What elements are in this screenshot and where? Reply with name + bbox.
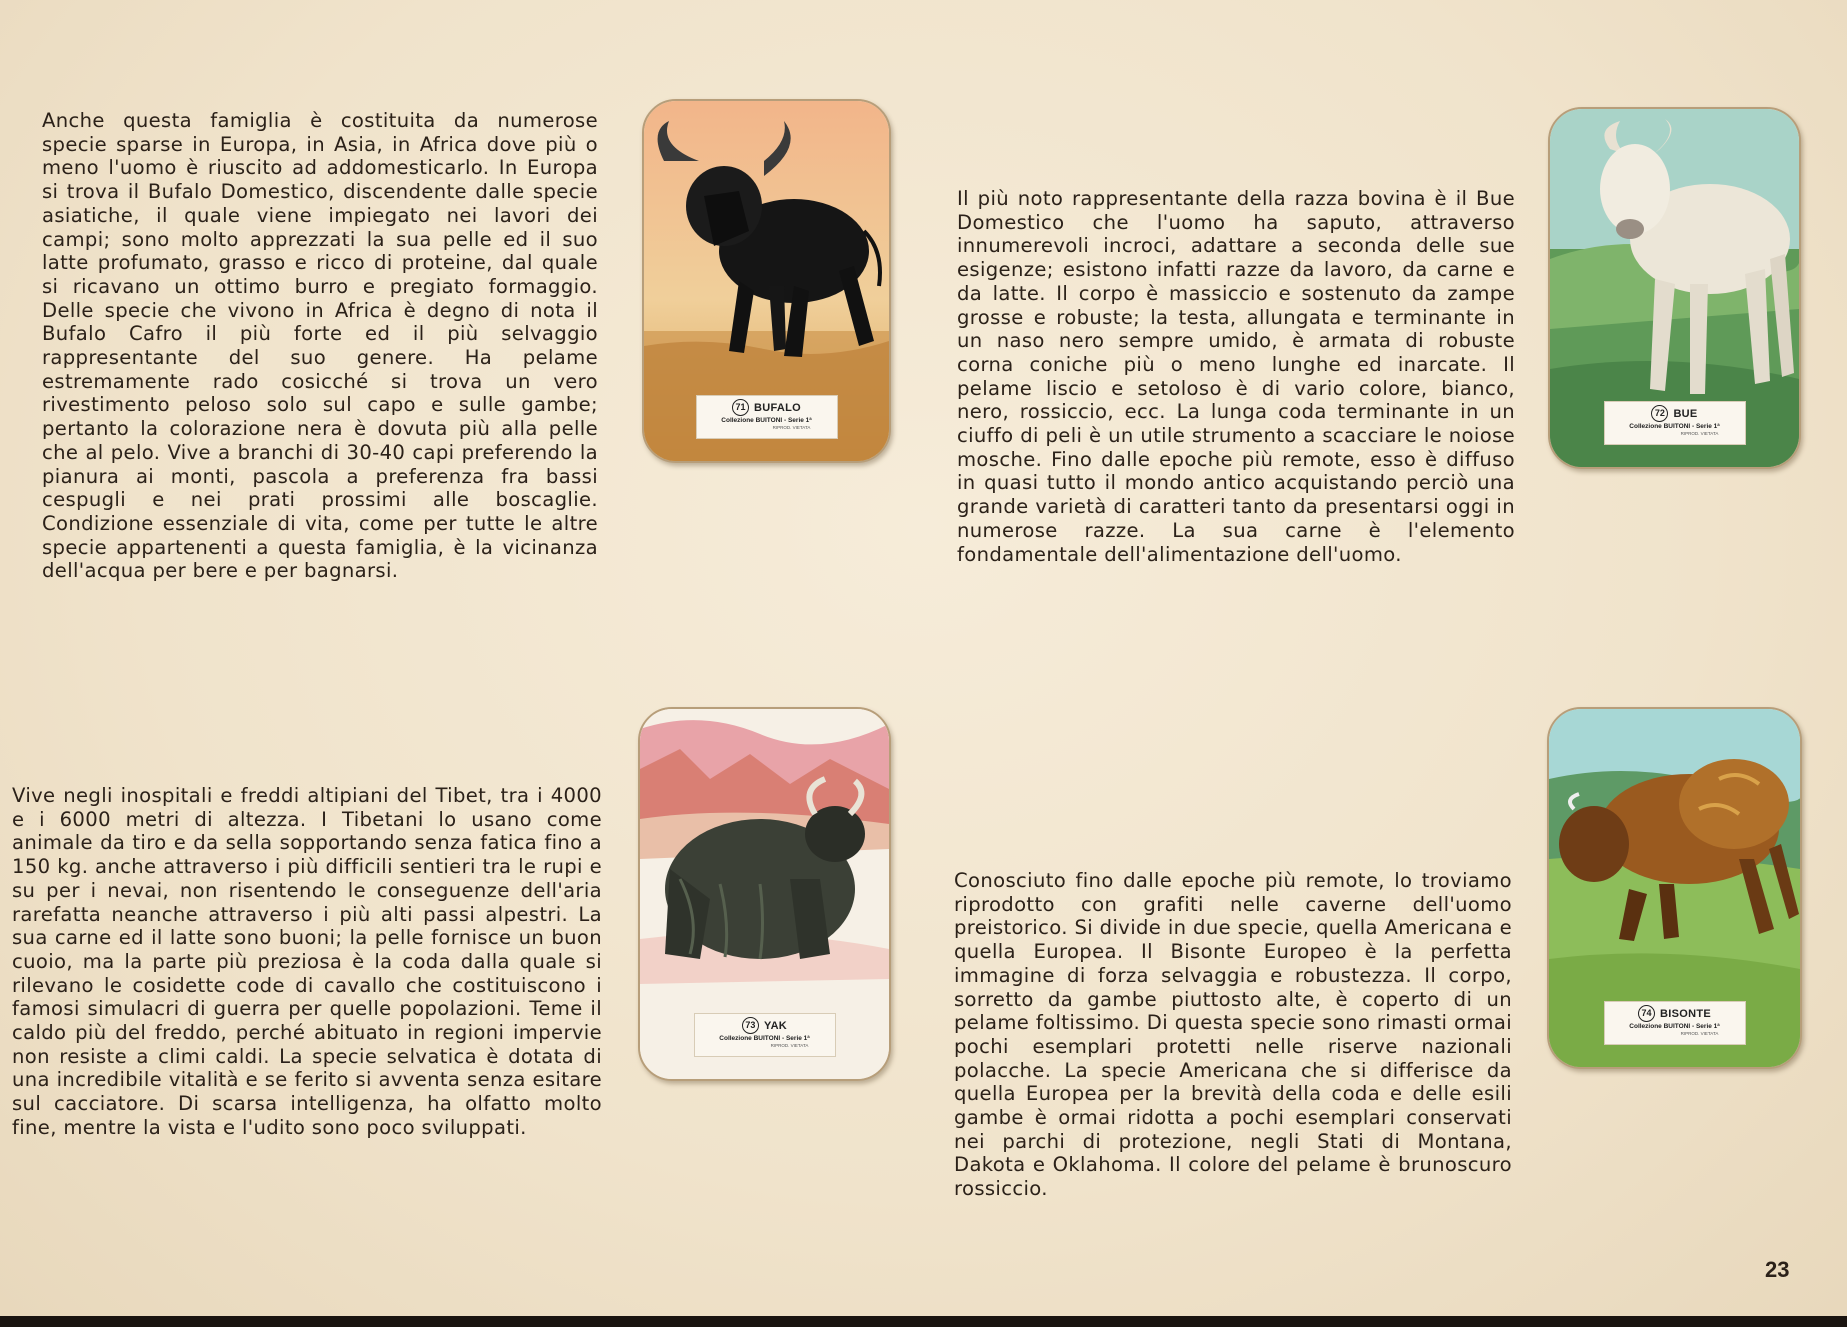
- page-number: 23: [1765, 1257, 1790, 1282]
- bisonte-card-label: [1604, 1001, 1746, 1045]
- bufalo-card-label: [696, 395, 838, 439]
- bisonte-description: Conosciuto fino dalle epoche più remote, lo troviamo riprodotto con grafiti nelle caverne dell'uomo preistorico. Si divide in due specie, quella Americana e quella Europea. Il Bisonte Europeo è la perfetta immagine di forza selvaggia e robustezza. Il corpo, sorretto da gambe piuttosto alte, è coperto di un pelame foltissimo. Di questa specie sono rimasti ormai pochi esemplari protetti nelle riserve nazionali polacche. La specie Americana che si differisce da quella Europea per la brevità della coda e delle esili gambe è ormai ridotta a pochi esemplari conservati nei parchi di protezione, negli Stati di Montana, Dakota e Oklahoma. Il colore del pelame è brunoscuro rossiccio.: [954, 869, 1512, 1201]
- card-copyright: RIPROD. VIETATA: [770, 1043, 809, 1048]
- card-series: Collezione BUITONI - Serie 1ª: [719, 1035, 810, 1042]
- card-series: Collezione BUITONI - Serie 1ª: [1629, 1023, 1720, 1030]
- card-animal-name: YAK: [763, 1019, 788, 1032]
- bue-description: Il più noto rappresentante della razza bovina è il Bue Domestico che l'uomo ha saputo, attraverso innumerevoli incroci, adattare a seconda delle sue esigenze; esistono infatti razze da lavoro, da carne e da latte. Il corpo è massiccio e sostenuto da zampe grosse e robuste; la testa, allungata e terminante in un naso nero sempre umido, è armata di robuste corna coniche più o meno lunghe ed inarcate. Il pelame liscio e setoloso è di vario colore, bianco, nero, rossiccio, ecc. La lunga coda terminante in un ciuffo di peli è un utile strumento a scacciare le noiose mosche. Fino dalle epoche più remote, esso è diffuso in quasi tutto il mondo antico acquistando perciò una grande varietà di caratteri tanto da presentarsi oggi in numerose razze. La sua carne è l'elemento fondamentale dell'alimentazione dell'uomo.: [957, 187, 1515, 566]
- card-number-badge: 71: [732, 399, 749, 416]
- card-copyright: RIPROD. VIETATA: [1680, 1031, 1719, 1036]
- bue-card: [1548, 107, 1801, 469]
- card-copyright: RIPROD. VIETATA: [1680, 431, 1719, 436]
- page-bottom-edge: [0, 1316, 1847, 1327]
- card-series: Collezione BUITONI - Serie 1ª: [1629, 423, 1720, 430]
- card-animal-name: BUFALO: [753, 401, 802, 414]
- card-animal-name: BISONTE: [1660, 1007, 1711, 1020]
- bufalo-description: Anche questa famiglia è costituita da numerose specie sparse in Europa, in Asia, in Africa dove più o meno l'uomo è riuscito ad addomesticarlo. In Europa si trova il Bufalo Domestico, discendente dalle specie asiatiche, il quale viene impiegato nei lavori dei campi; sono molto apprezzati la sua pelle ed il suo latte profumato, grasso e ricco di proteine, dal quale si ricavano un ottimo burro e pregiato formaggio. Delle specie che vivono in Africa è degno di nota il Bufalo Cafro il più forte ed il più selvaggio rappresentante del suo genere. Ha pelame estremamente rado cosicché si trova un vero rivestimento peloso solo sul capo e sulle gambe; pertanto la colorazione nera è dovuta più alla pelle che al pelo. Vive a branchi di 30-40 capi preferendo la pianura ai monti, pascola a preferenza fra bassi cespugli e nei prati prossimi alle boscaglie. Condizione essenziale di vita, come per tutte le altre specie appartenenti a questa famiglia, è la vicinanza dell'acqua per bere e per bagnarsi.: [42, 109, 598, 583]
- card-copyright: RIPROD. VIETATA: [772, 425, 811, 430]
- bufalo-card: [642, 99, 891, 463]
- bisonte-card: [1547, 707, 1802, 1069]
- card-series: Collezione BUITONI - Serie 1ª: [721, 417, 812, 424]
- card-number-badge: 73: [742, 1017, 759, 1034]
- bue-card-label: [1604, 401, 1746, 445]
- yak-card: [638, 707, 891, 1081]
- card-number-badge: 72: [1651, 405, 1668, 422]
- card-animal-name: BUE: [1673, 407, 1698, 420]
- card-number-badge: 74: [1638, 1005, 1655, 1022]
- yak-description: Vive negli inospitali e freddi altipiani del Tibet, tra i 4000 e i 6000 metri di altezza. I Tibetani lo usano come animale da tiro e da sella sopportando senza fatica fino a 150 kg. anche attraverso i più difficili sentieri tra le rupi e su per i nevai, non risentendo le conseguenze dell'aria rarefatta neanche attraverso i più alti passi alpestri. La sua carne ed il latte sono buoni; la pelle fornisce un buon cuoio, ma la parte più preziosa è la coda dalla quale si rilevano le cosidette code di cavallo che costituiscono i famosi simulacri di guerra per quelle popolazioni. Teme il caldo più del freddo, perché abituato in regioni impervie non resiste a climi caldi. La specie selvatica è dotata di una incredibile vitalità e se ferito si avventa senza esitare sul cacciatore. Di scarsa intelligenza, ha olfatto molto fine, mentre la vista e l'udito sono poco sviluppati.: [12, 784, 602, 1139]
- yak-card-label: [694, 1013, 836, 1057]
